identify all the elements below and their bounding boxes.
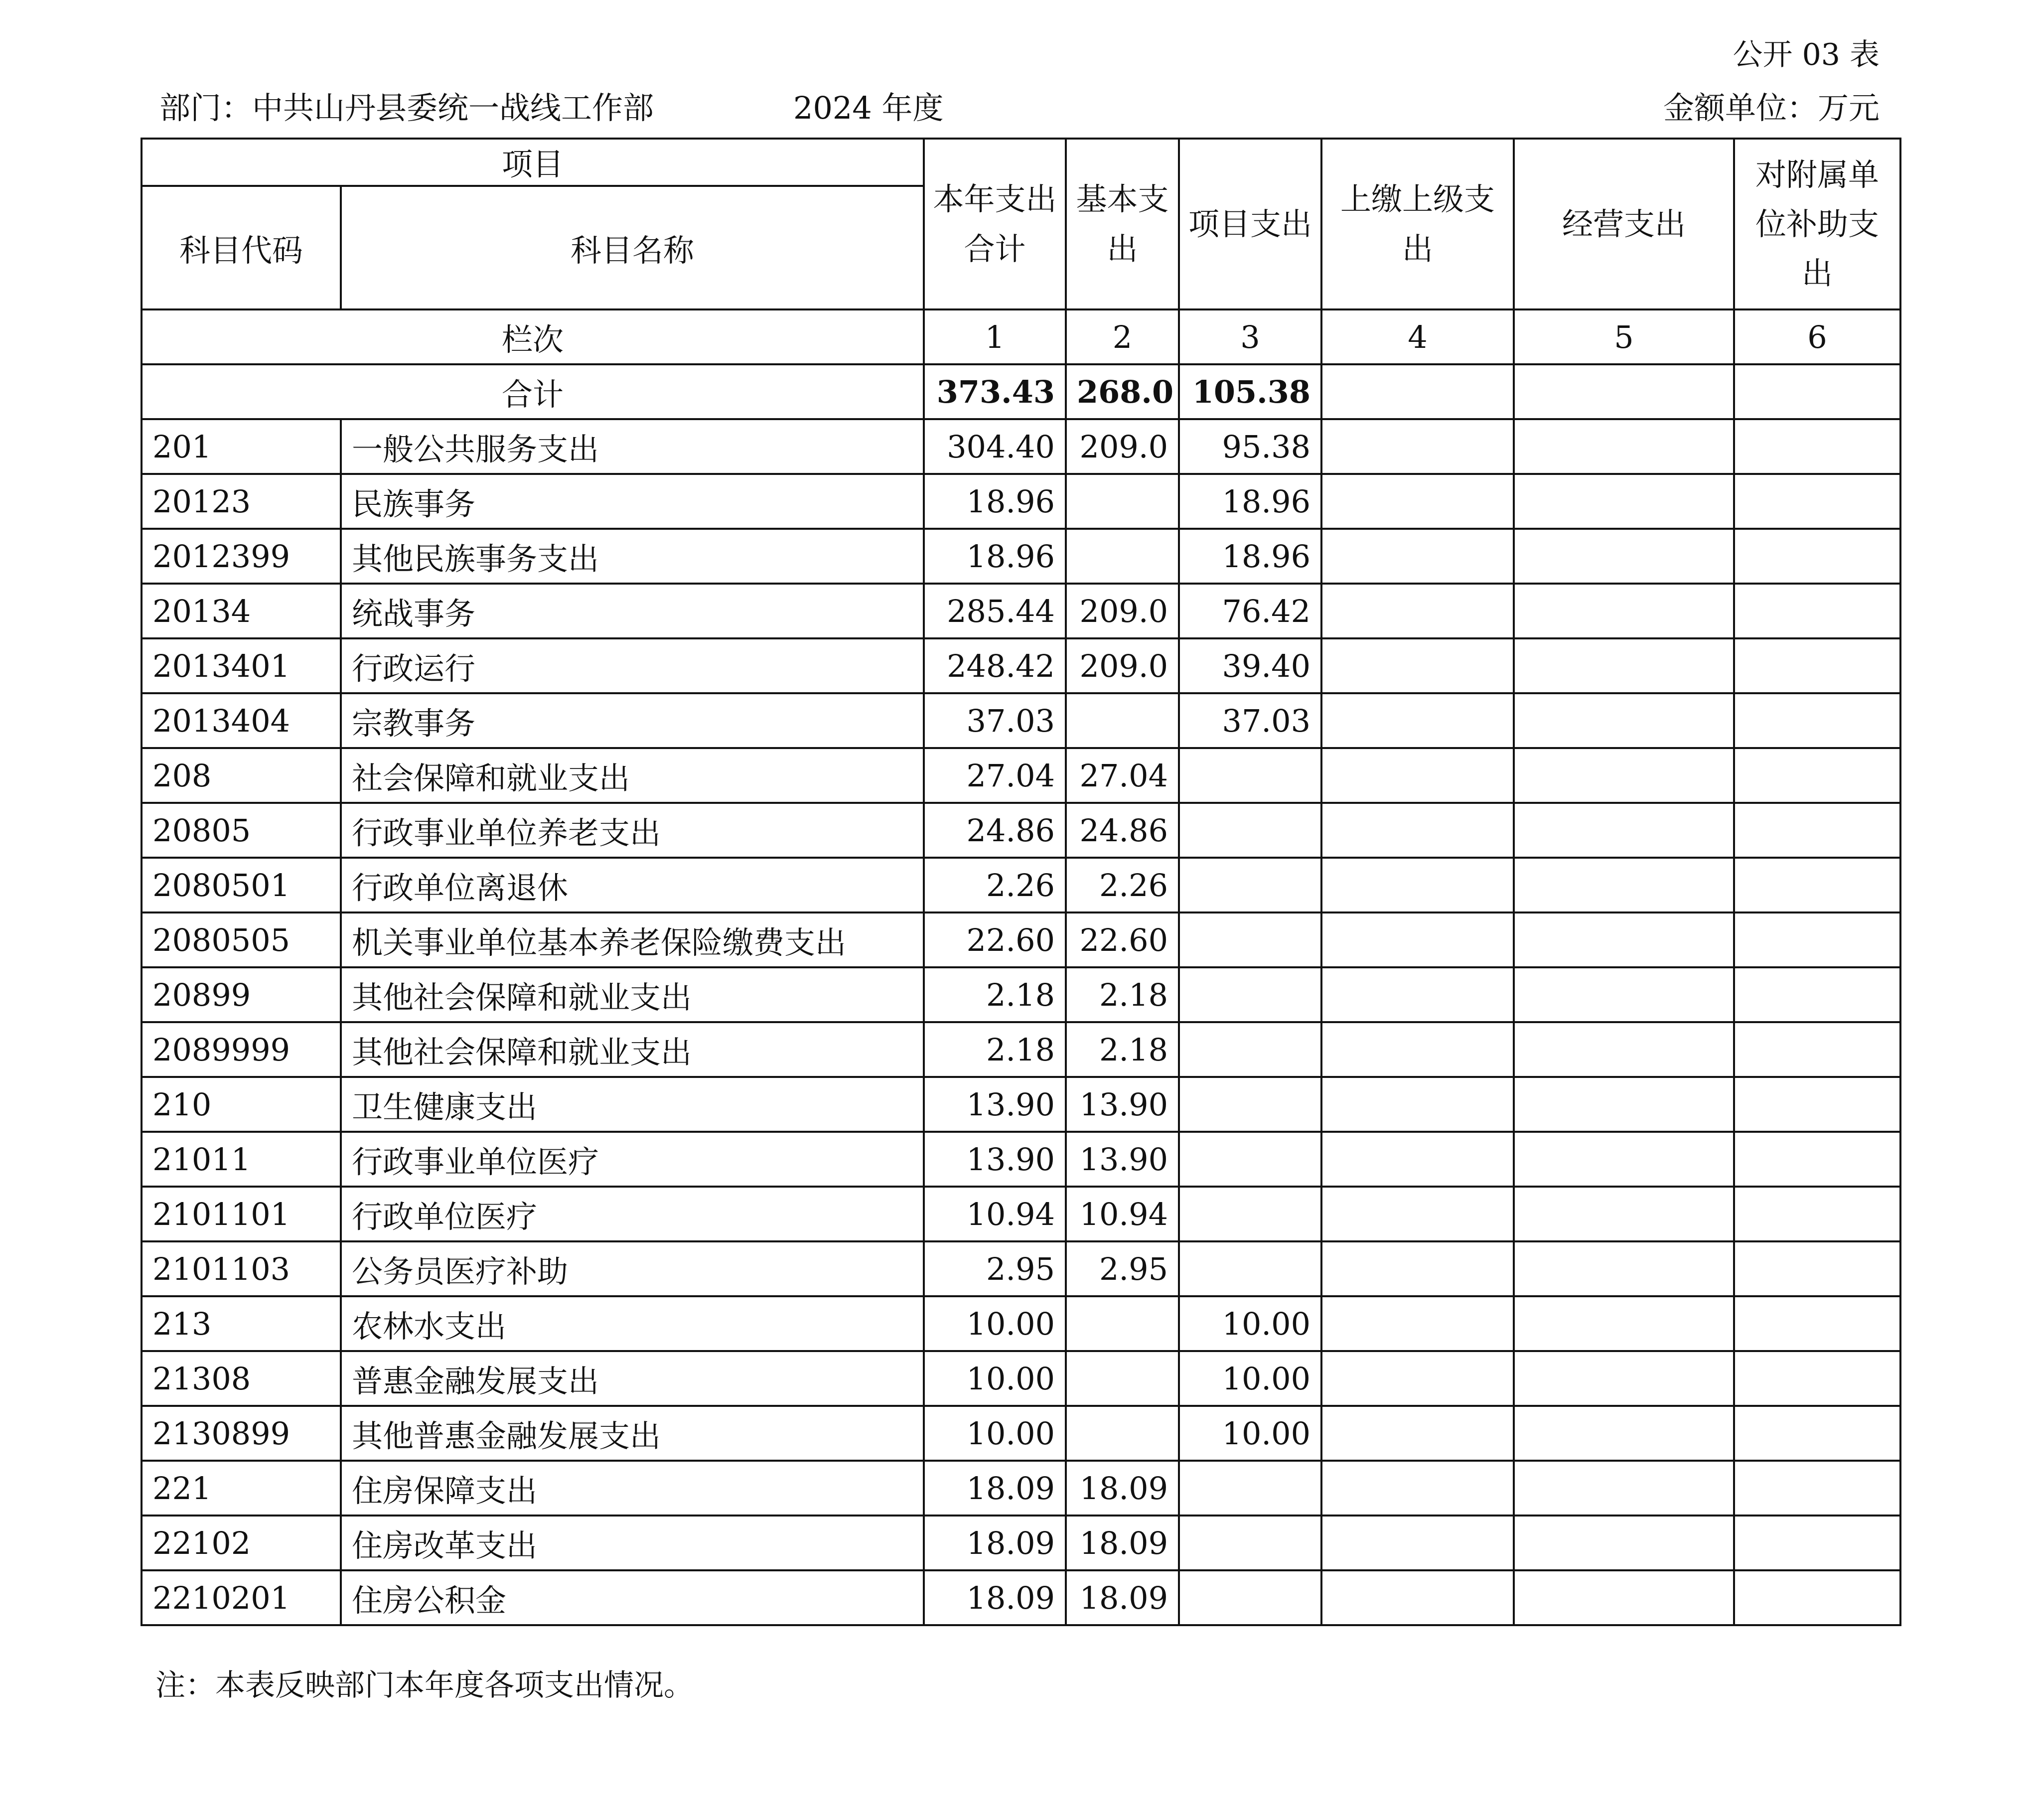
total-row [142, 364, 1900, 419]
remit-superior-cell [1321, 858, 1514, 912]
operating-expenditure-cell [1514, 638, 1734, 693]
subsidy-affiliates-cell [1734, 529, 1900, 584]
table-row [142, 419, 1900, 474]
remit-superior-cell [1321, 967, 1514, 1022]
project-expenditure-cell [1179, 1570, 1321, 1625]
project-expenditure-cell [1179, 1077, 1321, 1132]
basic-expenditure-cell: 18.09 [1066, 1570, 1179, 1625]
subject-code-cell: 2210201 [142, 1570, 341, 1625]
total-expenditure-cell: 18.09 [924, 1461, 1066, 1516]
subject-name-cell: 住房公积金 [341, 1570, 924, 1625]
project-expenditure-cell: 18.96 [1179, 529, 1321, 584]
operating-expenditure-cell [1514, 1241, 1734, 1296]
subsidy-affiliates-cell [1734, 967, 1900, 1022]
subject-code-cell: 2130899 [142, 1406, 341, 1461]
expenditure-table [141, 138, 1901, 1626]
project-expenditure-cell [1179, 1516, 1321, 1570]
table-row [142, 967, 1900, 1022]
total-expenditure-cell: 22.60 [924, 912, 1066, 967]
column-number-label: 栏次 [142, 309, 924, 364]
project-expenditure-cell: 10.00 [1179, 1406, 1321, 1461]
subject-name-cell: 其他民族事务支出 [341, 529, 924, 584]
operating-expenditure-cell [1514, 693, 1734, 748]
remit-superior-cell [1321, 1077, 1514, 1132]
subject-code-cell: 208 [142, 748, 341, 803]
subject-name-cell: 行政运行 [341, 638, 924, 693]
operating-expenditure-cell [1514, 529, 1734, 584]
total-expenditure-cell: 10.94 [924, 1187, 1066, 1241]
project-expenditure-cell [1179, 1132, 1321, 1187]
operating-expenditure-cell [1514, 1461, 1734, 1516]
column-number: 1 [924, 309, 1066, 364]
total-expenditure-cell: 2.18 [924, 1022, 1066, 1077]
table-row [142, 529, 1900, 584]
basic-expenditure-cell: 209.0 [1066, 584, 1179, 638]
total-expenditure-cell: 24.86 [924, 803, 1066, 858]
basic-expenditure-cell: 2.18 [1066, 1022, 1179, 1077]
operating-expenditure-cell [1514, 1077, 1734, 1132]
subsidy-affiliates-cell [1734, 1132, 1900, 1187]
remit-superior-cell [1321, 529, 1514, 584]
table-row [142, 638, 1900, 693]
table-row [142, 1461, 1900, 1516]
project-expenditure-cell: 10.00 [1179, 1296, 1321, 1351]
table-row [142, 1351, 1900, 1406]
basic-expenditure-cell [1066, 1406, 1179, 1461]
subsidy-affiliates-cell [1734, 912, 1900, 967]
basic-expenditure-cell [1066, 1351, 1179, 1406]
subsidy-affiliates-cell [1734, 693, 1900, 748]
table-row [142, 912, 1900, 967]
subsidy-affiliates-cell [1734, 474, 1900, 529]
column-number: 5 [1514, 309, 1734, 364]
table-row [142, 1187, 1900, 1241]
remit-superior-cell [1321, 1570, 1514, 1625]
column-number: 2 [1066, 309, 1179, 364]
total-expenditure-cell: 13.90 [924, 1077, 1066, 1132]
table-row [142, 1241, 1900, 1296]
operating-expenditure-cell [1514, 1132, 1734, 1187]
header-remit-superior: 上缴上级支出 [1321, 139, 1514, 309]
basic-expenditure-cell: 27.04 [1066, 748, 1179, 803]
remit-superior-cell [1321, 693, 1514, 748]
project-expenditure-cell [1179, 912, 1321, 967]
remit-superior-cell [1321, 638, 1514, 693]
project-expenditure-cell [1179, 1022, 1321, 1077]
total-expenditure-cell: 18.96 [924, 474, 1066, 529]
subsidy-affiliates-cell [1734, 1022, 1900, 1077]
subject-name-cell: 普惠金融发展支出 [341, 1351, 924, 1406]
table-row [142, 1296, 1900, 1351]
total-label: 合计 [142, 364, 924, 419]
operating-expenditure-cell [1514, 748, 1734, 803]
subsidy-affiliates-cell [1734, 638, 1900, 693]
total-expenditure-cell: 10.00 [924, 1406, 1066, 1461]
subsidy-affiliates-cell [1734, 1241, 1900, 1296]
remit-superior-cell [1321, 584, 1514, 638]
basic-expenditure-cell: 2.26 [1066, 858, 1179, 912]
project-expenditure-cell [1179, 858, 1321, 912]
total-expenditure-cell: 18.09 [924, 1570, 1066, 1625]
project-expenditure-cell: 10.00 [1179, 1351, 1321, 1406]
subject-code-cell: 2101101 [142, 1187, 341, 1241]
total-expenditure-cell: 27.04 [924, 748, 1066, 803]
amount-unit: 金额单位：万元 [1663, 90, 1880, 126]
basic-expenditure-cell: 18.09 [1066, 1516, 1179, 1570]
remit-superior-cell [1321, 1132, 1514, 1187]
remit-superior-cell [1321, 1296, 1514, 1351]
subject-name-cell: 一般公共服务支出 [341, 419, 924, 474]
table-row [142, 474, 1900, 529]
subsidy-affiliates-cell [1734, 419, 1900, 474]
basic-expenditure-cell: 24.86 [1066, 803, 1179, 858]
basic-expenditure-cell: 209.0 [1066, 419, 1179, 474]
subject-name-cell: 行政单位离退休 [341, 858, 924, 912]
total-expenditure-cell: 2.95 [924, 1241, 1066, 1296]
remit-superior-cell [1321, 474, 1514, 529]
subject-code-cell: 2012399 [142, 529, 341, 584]
basic-expenditure-cell: 2.18 [1066, 967, 1179, 1022]
subject-code-cell: 221 [142, 1461, 341, 1516]
total-expenditure-cell: 13.90 [924, 1132, 1066, 1187]
header-subject-name: 科目名称 [341, 186, 924, 309]
total-expenditure-cell: 2.26 [924, 858, 1066, 912]
table-row [142, 584, 1900, 638]
project-expenditure-cell: 37.03 [1179, 693, 1321, 748]
subject-name-cell: 宗教事务 [341, 693, 924, 748]
subject-name-cell: 社会保障和就业支出 [341, 748, 924, 803]
subsidy-affiliates-cell [1734, 858, 1900, 912]
total-project: 105.38 [1179, 364, 1321, 419]
subsidy-affiliates-cell [1734, 1516, 1900, 1570]
operating-expenditure-cell [1514, 1022, 1734, 1077]
basic-expenditure-cell: 13.90 [1066, 1077, 1179, 1132]
total-remit [1321, 364, 1514, 419]
basic-expenditure-cell: 18.09 [1066, 1461, 1179, 1516]
header-operating-expenditure: 经营支出 [1514, 139, 1734, 309]
subject-name-cell: 公务员医疗补助 [341, 1241, 924, 1296]
header-subject-code: 科目代码 [142, 186, 341, 309]
operating-expenditure-cell [1514, 1406, 1734, 1461]
operating-expenditure-cell [1514, 1296, 1734, 1351]
subject-name-cell: 统战事务 [341, 584, 924, 638]
basic-expenditure-cell [1066, 1296, 1179, 1351]
total-subsidy [1734, 364, 1900, 419]
subsidy-affiliates-cell [1734, 803, 1900, 858]
remit-superior-cell [1321, 1187, 1514, 1241]
subsidy-affiliates-cell [1734, 1296, 1900, 1351]
column-number: 6 [1734, 309, 1900, 364]
project-expenditure-cell [1179, 967, 1321, 1022]
subject-code-cell: 201 [142, 419, 341, 474]
basic-expenditure-cell: 22.60 [1066, 912, 1179, 967]
form-code: 公开 03 表 [1733, 37, 1880, 72]
subject-name-cell: 行政事业单位医疗 [341, 1132, 924, 1187]
basic-expenditure-cell [1066, 693, 1179, 748]
subject-code-cell: 2080505 [142, 912, 341, 967]
operating-expenditure-cell [1514, 1187, 1734, 1241]
subject-code-cell: 20134 [142, 584, 341, 638]
total-expenditure-cell: 10.00 [924, 1296, 1066, 1351]
subsidy-affiliates-cell [1734, 1406, 1900, 1461]
total-expenditure-cell: 18.09 [924, 1516, 1066, 1570]
subject-code-cell: 20123 [142, 474, 341, 529]
operating-expenditure-cell [1514, 474, 1734, 529]
project-expenditure-cell [1179, 748, 1321, 803]
total-value: 373.43 [924, 364, 1066, 419]
table-row [142, 748, 1900, 803]
subject-name-cell: 行政单位医疗 [341, 1187, 924, 1241]
project-expenditure-cell [1179, 803, 1321, 858]
fiscal-year: 2024 年度 [793, 90, 944, 126]
subject-code-cell: 2101103 [142, 1241, 341, 1296]
project-expenditure-cell [1179, 1241, 1321, 1296]
table-row [142, 858, 1900, 912]
remit-superior-cell [1321, 912, 1514, 967]
basic-expenditure-cell [1066, 474, 1179, 529]
subject-code-cell: 20805 [142, 803, 341, 858]
operating-expenditure-cell [1514, 1351, 1734, 1406]
subject-name-cell: 行政事业单位养老支出 [341, 803, 924, 858]
basic-expenditure-cell: 209.0 [1066, 638, 1179, 693]
subject-code-cell: 21308 [142, 1351, 341, 1406]
subsidy-affiliates-cell [1734, 1351, 1900, 1406]
subject-code-cell: 2013401 [142, 638, 341, 693]
project-expenditure-cell: 95.38 [1179, 419, 1321, 474]
remit-superior-cell [1321, 1516, 1514, 1570]
subject-name-cell: 其他社会保障和就业支出 [341, 1022, 924, 1077]
project-expenditure-cell [1179, 1461, 1321, 1516]
remit-superior-cell [1321, 1406, 1514, 1461]
operating-expenditure-cell [1514, 1570, 1734, 1625]
total-expenditure-cell: 2.18 [924, 967, 1066, 1022]
header-total-expenditure: 本年支出合计 [924, 139, 1066, 309]
basic-expenditure-cell: 10.94 [1066, 1187, 1179, 1241]
total-expenditure-cell: 285.44 [924, 584, 1066, 638]
column-number: 4 [1321, 309, 1514, 364]
total-expenditure-cell: 10.00 [924, 1351, 1066, 1406]
table-row [142, 1022, 1900, 1077]
subject-code-cell: 2080501 [142, 858, 341, 912]
table-row [142, 1077, 1900, 1132]
operating-expenditure-cell [1514, 858, 1734, 912]
table-row [142, 693, 1900, 748]
table-row [142, 1516, 1900, 1570]
operating-expenditure-cell [1514, 584, 1734, 638]
column-number: 3 [1179, 309, 1321, 364]
operating-expenditure-cell [1514, 803, 1734, 858]
table-row [142, 1570, 1900, 1625]
table-row [142, 1406, 1900, 1461]
subject-name-cell: 机关事业单位基本养老保险缴费支出 [341, 912, 924, 967]
project-expenditure-cell: 18.96 [1179, 474, 1321, 529]
subject-code-cell: 2013404 [142, 693, 341, 748]
basic-expenditure-cell [1066, 529, 1179, 584]
total-basic: 268.0 [1066, 364, 1179, 419]
header-subsidy-affiliates: 对附属单位补助支出 [1734, 139, 1900, 309]
subject-name-cell: 其他普惠金融发展支出 [341, 1406, 924, 1461]
subsidy-affiliates-cell [1734, 584, 1900, 638]
remit-superior-cell [1321, 748, 1514, 803]
header-project-expenditure: 项目支出 [1179, 139, 1321, 309]
subject-name-cell: 民族事务 [341, 474, 924, 529]
subject-code-cell: 210 [142, 1077, 341, 1132]
subject-code-cell: 21011 [142, 1132, 341, 1187]
header-project: 项目 [142, 139, 924, 186]
subsidy-affiliates-cell [1734, 1077, 1900, 1132]
basic-expenditure-cell: 2.95 [1066, 1241, 1179, 1296]
operating-expenditure-cell [1514, 912, 1734, 967]
header-basic-expenditure: 基本支出 [1066, 139, 1179, 309]
remit-superior-cell [1321, 1351, 1514, 1406]
remit-superior-cell [1321, 1461, 1514, 1516]
operating-expenditure-cell [1514, 967, 1734, 1022]
table-row [142, 803, 1900, 858]
subject-name-cell: 农林水支出 [341, 1296, 924, 1351]
subsidy-affiliates-cell [1734, 748, 1900, 803]
subsidy-affiliates-cell [1734, 1570, 1900, 1625]
basic-expenditure-cell: 13.90 [1066, 1132, 1179, 1187]
subsidy-affiliates-cell [1734, 1187, 1900, 1241]
column-number-row [142, 309, 1900, 364]
subject-code-cell: 22102 [142, 1516, 341, 1570]
subject-code-cell: 213 [142, 1296, 341, 1351]
project-expenditure-cell: 39.40 [1179, 638, 1321, 693]
department-label: 部门：中共山丹县委统一战线工作部 [159, 90, 654, 126]
remit-superior-cell [1321, 1022, 1514, 1077]
remit-superior-cell [1321, 419, 1514, 474]
subject-code-cell: 20899 [142, 967, 341, 1022]
subject-name-cell: 其他社会保障和就业支出 [341, 967, 924, 1022]
subject-name-cell: 卫生健康支出 [341, 1077, 924, 1132]
total-expenditure-cell: 304.40 [924, 419, 1066, 474]
project-expenditure-cell [1179, 1187, 1321, 1241]
remit-superior-cell [1321, 803, 1514, 858]
subject-name-cell: 住房改革支出 [341, 1516, 924, 1570]
project-expenditure-cell: 76.42 [1179, 584, 1321, 638]
total-expenditure-cell: 18.96 [924, 529, 1066, 584]
total-expenditure-cell: 37.03 [924, 693, 1066, 748]
total-operating [1514, 364, 1734, 419]
remit-superior-cell [1321, 1241, 1514, 1296]
total-expenditure-cell: 248.42 [924, 638, 1066, 693]
subsidy-affiliates-cell [1734, 1461, 1900, 1516]
table-row [142, 1132, 1900, 1187]
table-note: 注：本表反映部门本年度各项支出情况。 [155, 1668, 694, 1703]
operating-expenditure-cell [1514, 419, 1734, 474]
operating-expenditure-cell [1514, 1516, 1734, 1570]
subject-code-cell: 2089999 [142, 1022, 341, 1077]
subject-name-cell: 住房保障支出 [341, 1461, 924, 1516]
